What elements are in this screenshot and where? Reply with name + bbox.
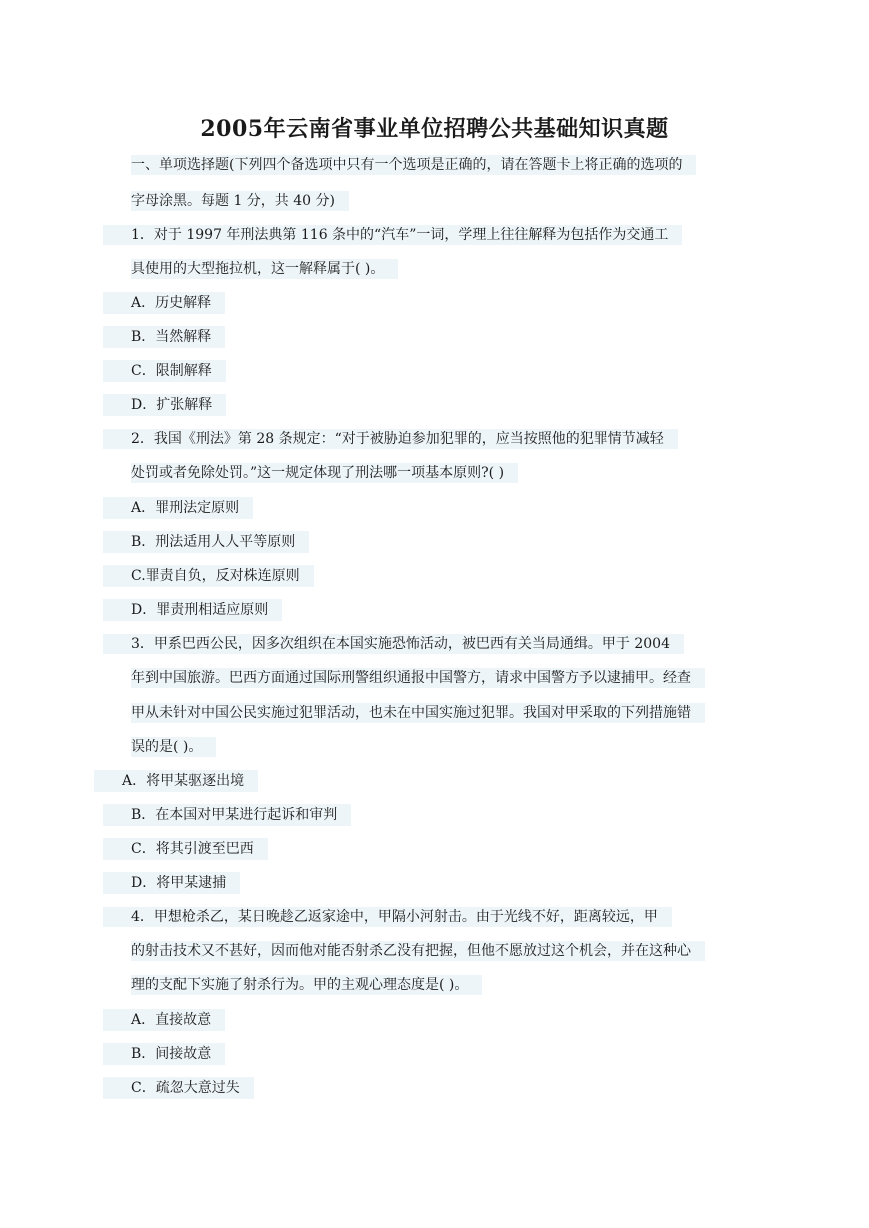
question-4-line-2: 的射击技术又不甚好，因而他对能否射杀乙没有把握，但他不愿放过这个机会，并在这种心 (131, 941, 705, 961)
question-2-line-1: 2．我国《刑法》第 28 条规定：“对于被胁迫参加犯罪的，应当按照他的犯罪情节减轻 (103, 429, 678, 449)
question-4-option-a: A．直接故意 (103, 1009, 225, 1031)
question-3-line-3: 甲从未针对中国公民实施过犯罪活动，也未在中国实施过犯罪。我国对甲采取的下列措施错 (131, 703, 705, 723)
question-3-line-1: 3．甲系巴西公民，因多次组织在本国实施恐怖活动，被巴西有关当局通缉。甲于 2004 (103, 634, 684, 654)
question-4-option-c: C．疏忽大意过失 (103, 1077, 254, 1099)
question-4-option-b: B．间接故意 (103, 1043, 225, 1065)
question-3-option-d: D．将甲某逮捕 (103, 872, 240, 894)
question-1-option-b: B．当然解释 (103, 326, 225, 348)
question-3-option-a: A．将甲某驱逐出境 (94, 770, 258, 792)
question-2-option-a: A．罪刑法定原则 (103, 497, 253, 519)
question-1-line-1: 1．对于 1997 年刑法典第 116 条中的“汽车”一词，学理上往往解释为包括作为交通工 (103, 225, 682, 245)
question-3-option-c: C．将其引渡至巴西 (103, 838, 268, 860)
question-2-option-d: D．罪责刑相适应原则 (103, 599, 282, 621)
question-2-option-b: B．刑法适用人人平等原则 (103, 531, 309, 553)
question-1-line-2: 具使用的大型拖拉机，这一解释属于( )。 (131, 259, 398, 279)
question-1-option-c: C．限制解释 (103, 360, 226, 382)
question-3-option-b: B．在本国对甲某进行起诉和审判 (103, 804, 351, 826)
question-2-line-2: 处罚或者免除处罚。”这一规定体现了刑法哪一项基本原则?( ) (131, 463, 518, 483)
question-4-line-3: 理的支配下实施了射杀行为。甲的主观心理态度是( )。 (131, 975, 482, 995)
question-1-option-d: D．扩张解释 (103, 394, 226, 416)
question-3-line-4: 误的是( )。 (131, 737, 216, 757)
question-1-option-a: A．历史解释 (103, 292, 225, 314)
document-title: 2005年云南省事业单位招聘公共基础知识真题 (200, 116, 669, 142)
question-3-line-2: 年到中国旅游。巴西方面通过国际刑警组织通报中国警方，请求中国警方予以逮捕甲。经查 (131, 668, 705, 688)
question-2-option-c: C.罪责自负，反对株连原则 (103, 565, 314, 587)
section-intro-line-2: 字母涂黑。每题 1 分，共 40 分) (131, 191, 349, 211)
question-4-line-1: 4．甲想枪杀乙，某日晚趁乙返家途中，甲隔小河射击。由于光线不好，距离较远，甲 (103, 907, 672, 927)
section-intro-line-1: 一、单项选择题(下列四个备选项中只有一个选项是正确的，请在答题卡上将正确的选项的 (131, 155, 696, 175)
